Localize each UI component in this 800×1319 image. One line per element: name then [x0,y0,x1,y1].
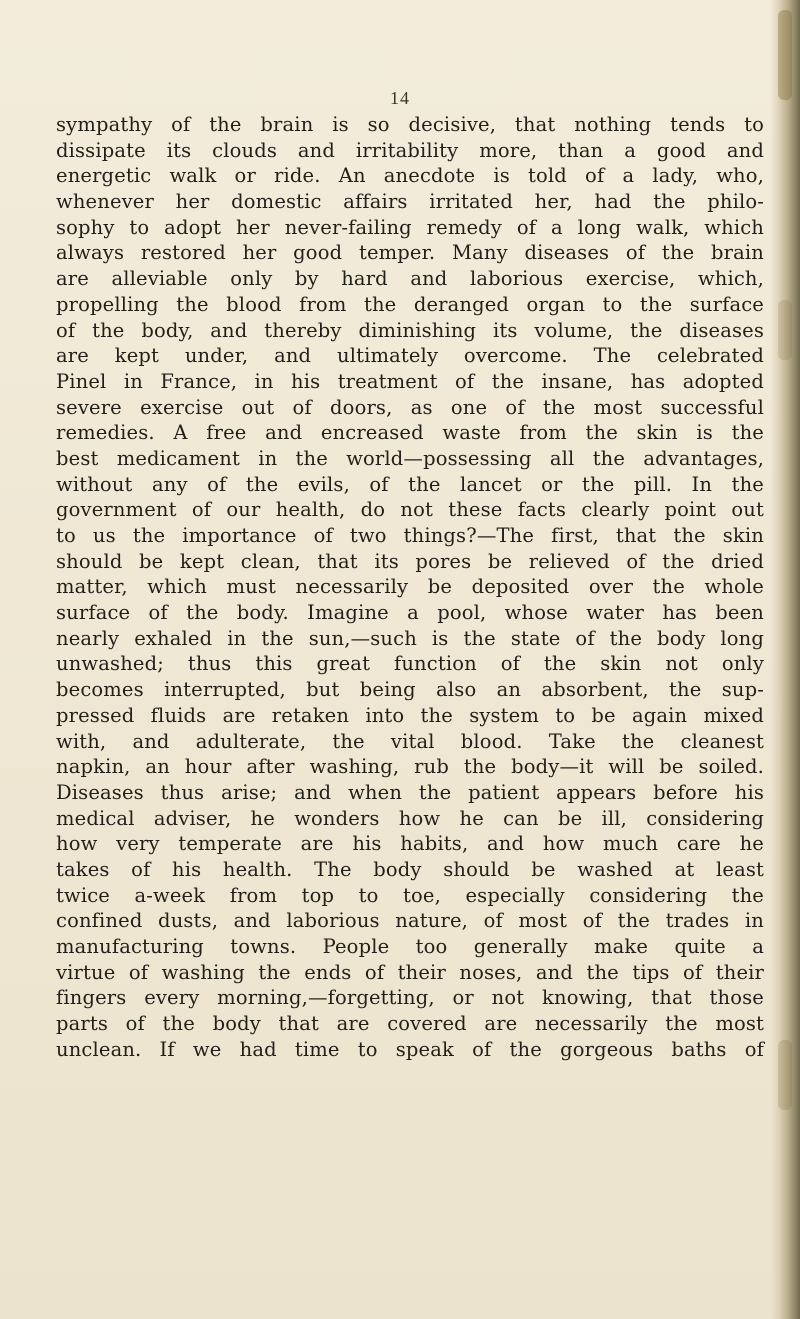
text-line: dissipate its clouds and irritability more, than a good and [56,138,764,162]
text-line: nearly exhaled in the sun,—such is the state of the body long [56,626,764,650]
page-number: 14 [390,88,410,108]
text-line: takes of his health. The body should be washed at least [56,857,764,881]
text-line: fingers every morning,—forgetting, or not knowing, that those [56,986,764,1010]
text-line: with, and adulterate, the vital blood. Take the cleanest [56,729,764,753]
text-line: severe exercise out of doors, as one of the most successful [56,395,764,419]
text-line: without any of the evils, of the lancet or the pill. In the [56,472,764,496]
text-line: best medicament in the world—possessing all the advantages, [56,446,764,470]
text-line: matter, which must necessarily be deposited over the whole [56,575,764,599]
text-line: energetic walk or ride. An anecdote is told of a lady, who, [56,164,764,188]
text-line: unwashed; thus this great function of the skin not only [56,652,764,676]
text-line: becomes interrupted, but being also an absorbent, the sup- [56,678,764,702]
text-line: always restored her good temper. Many diseases of the brain [56,241,764,265]
text-line: manufacturing towns. People too generally make quite a [56,935,764,958]
text-line: parts of the body that are covered are necessarily the most [56,1012,764,1036]
text-line: sophy to adopt her never-failing remedy of a long walk, which [56,215,764,239]
text-line: propelling the blood from the deranged organ to the surface [56,292,764,316]
text-line: how very temperate are his habits, and how much care he [56,832,764,856]
text-line: sympathy of the brain is so decisive, that nothing tends to [56,113,764,136]
text-line: confined dusts, and laborious nature, of most of the trades in [56,909,764,933]
text-line: of the body, and thereby diminishing its volume, the diseases [56,318,764,342]
text-line: are kept under, and ultimately overcome. The celebrated [56,344,764,368]
text-line: should be kept clean, that its pores be relieved of the dried [56,549,764,573]
text-line: unclean. If we had time to speak of the gorgeous baths of [56,1037,764,1061]
text-line: whenever her domestic affairs irritated her, had the philo- [56,190,764,214]
text-line: surface of the body. Imagine a pool, whose water has been [56,601,764,625]
page-edge-stain [778,1040,792,1110]
text-line: Diseases thus arise; and when the patient appears before his [56,780,764,804]
text-line: are alleviable only by hard and laborious exercise, which, [56,267,764,291]
body-text [56,112,764,1062]
page-edge-stain [778,10,792,100]
text-line: government of our health, do not these facts clearly point out [56,498,764,522]
text-line: pressed fluids are retaken into the system to be again mixed [56,703,764,727]
text-line: remedies. A free and encreased waste from the skin is the [56,421,764,445]
text-line: Pinel in France, in his treatment of the insane, has adopted [56,369,764,393]
text-line: virtue of washing the ends of their noses, and the tips of their [56,960,764,984]
page-edge-shadow [770,0,800,1319]
text-line: twice a-week from top to toe, especially considering the [56,883,764,907]
text-line: napkin, an hour after washing, rub the body—it will be soiled. [56,755,764,779]
text-line: medical adviser, he wonders how he can be ill, considering [56,806,764,830]
text-line: to us the importance of two things?—The first, that the skin [56,524,764,547]
page-edge-stain [778,300,792,360]
